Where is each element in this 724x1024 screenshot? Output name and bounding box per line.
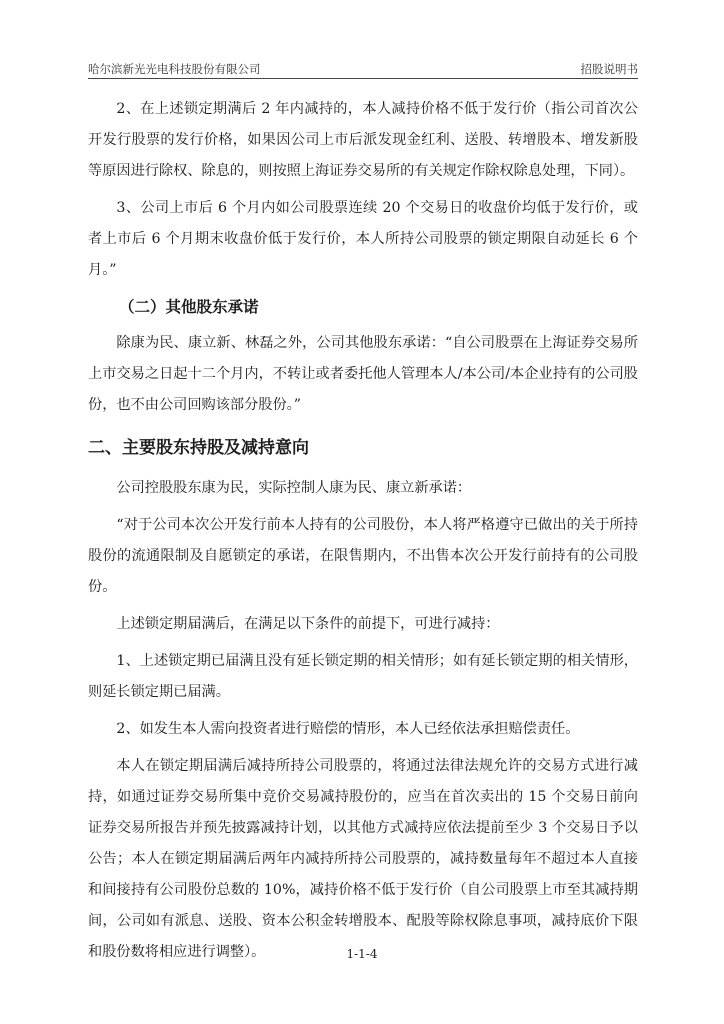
paragraph-lockup-clause-3: 3、公司上市后 6 个月内如公司股票连续 20 个交易日的收盘价均低于发行价，或者上市后 6 个月期末收盘价低于发行价，本人所持公司股票的锁定期限自动延长 6 个月。” xyxy=(88,200,638,278)
document-type: 招股说明书 xyxy=(580,62,638,76)
paragraph-other-shareholders: 除康为民、康立新、林磊之外，公司其他股东承诺：“自公司股票在上海证券交易所上市交易之日起十二个月内，不转让或者委托他人管理本人/本公司/本企业持有的公司股份，也不由公司回购该部分股份。” xyxy=(88,335,638,413)
paragraph-condition-1: 1、上述锁定期已届满且没有延长锁定期的相关情形；如有延长锁定期的相关情形，则延长锁定期已届满。 xyxy=(88,653,638,700)
paragraph-controlling-shareholder: 公司控股股东康为民，实际控制人康为民、康立新承诺： xyxy=(116,480,472,496)
company-name: 哈尔滨新光光电科技股份有限公司 xyxy=(88,62,261,76)
paragraph-commitment-quote: “对于公司本次公开发行前本人持有的公司股份，本人将严格遵守已做出的关于所持股份的流通限制及自愿锁定的承诺，在限售期内，不出售本次公开发行前持有的公司股份。 xyxy=(88,517,638,595)
paragraph-conditions-intro: 上述锁定期届满后，在满足以下条件的前提下，可进行减持： xyxy=(116,616,500,632)
paragraph-reduction-method: 本人在锁定期届满后减持所持公司股票的，将通过法律法规允许的交易方式进行减持，如通过证券交易所集中竞价交易减持股份的，应当在首次卖出的 15 个交易日前向证券交易所报告并预先披露减持计划，以其他方式减持应依法提前至少 3 个交易日予以公告；本人在锁定期届满后两年内减持所持公司股票的，减持数量每年不超过本人直接和间接持有公司股份总数的 10%，减持价格不低于发行价（自公司股票上市至其减持期间，公司如有派息、送股、资本公积金转增股本、配股等除权除息事项，减持底价下限和股份数将相应进行调整）。 xyxy=(88,758,638,960)
paragraph-lockup-clause-2: 2、在上述锁定期满后 2 年内减持的，本人减持价格不低于发行价（指公司首次公开发行股票的发行价格，如果因公司上市后派发现金红利、送股、转增股本、增发新股等原因进行除权、除息的，则按照上海证券交易所的有关规定作除权除息处理，下同）。 xyxy=(88,101,638,179)
page-header xyxy=(88,58,638,79)
page-number: 1-1-4 xyxy=(346,947,378,961)
section-heading: 二、主要股东持股及减持意向 xyxy=(88,438,309,458)
subsection-heading: （二）其他股东承诺 xyxy=(119,298,259,316)
document-body xyxy=(88,94,638,974)
paragraph-condition-2: 2、如发生本人需向投资者进行赔偿的情形，本人已经依法承担赔偿责任。 xyxy=(116,721,580,737)
